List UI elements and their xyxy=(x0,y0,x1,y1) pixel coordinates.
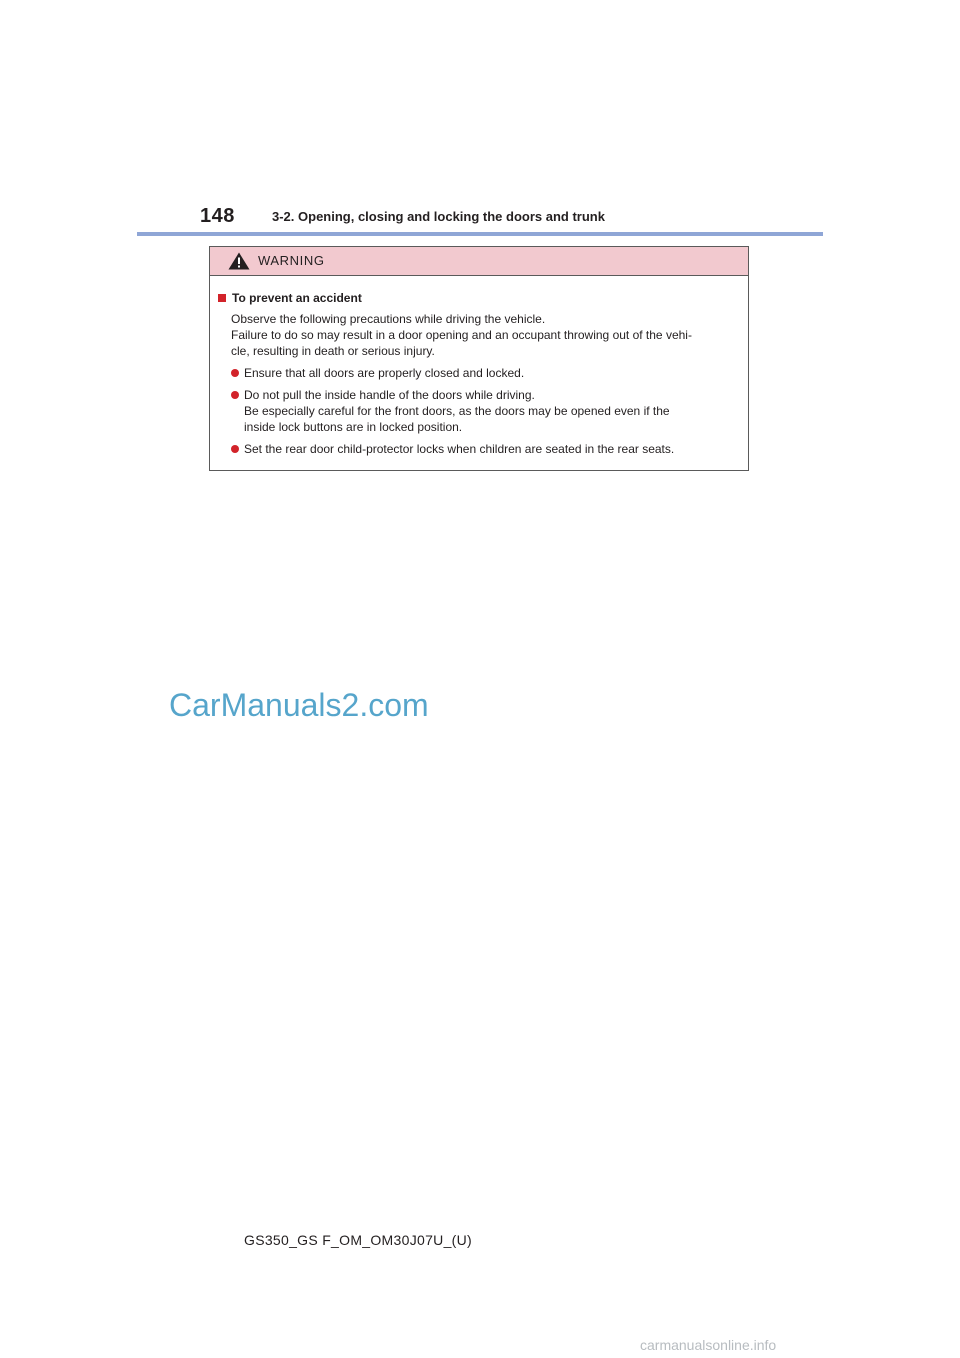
warning-topic xyxy=(218,290,740,306)
bullet-line: Ensure that all doors are properly closed and locked. xyxy=(244,366,525,380)
warning-box xyxy=(209,246,749,471)
intro-line: Observe the following precautions while driving the vehicle. xyxy=(231,312,546,326)
warning-bullet xyxy=(218,365,740,381)
round-bullet-icon xyxy=(231,445,239,453)
carmanuals-watermark: CarManuals2.com xyxy=(169,687,429,723)
warning-label: WARNING xyxy=(258,253,325,268)
warning-header xyxy=(210,247,748,276)
header-rule xyxy=(137,232,823,236)
section-title: 3-2. Opening, closing and locking the doors and trunk xyxy=(272,209,605,224)
warning-bullet xyxy=(218,441,740,457)
intro-line: cle, resulting in death or serious injury. xyxy=(231,344,435,358)
warning-bullet xyxy=(218,387,740,435)
warning-body xyxy=(210,276,748,457)
bullet-text xyxy=(244,441,674,457)
page-header xyxy=(200,204,820,230)
bullet-text xyxy=(244,387,670,435)
round-bullet-icon xyxy=(231,369,239,377)
warning-topic-title: To prevent an accident xyxy=(232,291,362,305)
source-watermark: carmanualsonline.info xyxy=(640,1337,777,1353)
square-bullet-icon xyxy=(218,294,226,302)
document-code: GS350_GS F_OM_OM30J07U_(U) xyxy=(244,1232,472,1248)
bullet-line: Set the rear door child-protector locks when children are seated in the rear seats. xyxy=(244,442,675,456)
intro-line: Failure to do so may result in a door opening and an occupant throwing out of the vehi- xyxy=(231,328,692,342)
bullet-line: inside lock buttons are in locked position. xyxy=(244,420,463,434)
warning-intro xyxy=(218,311,740,359)
bullet-line: Be especially careful for the front doors, as the doors may be opened even if the xyxy=(244,404,670,418)
bullet-text xyxy=(244,365,524,381)
page-number: 148 xyxy=(200,205,235,227)
warning-triangle-icon xyxy=(228,252,250,270)
round-bullet-icon xyxy=(231,391,239,399)
bullet-line: Do not pull the inside handle of the doors while driving. xyxy=(244,388,535,402)
